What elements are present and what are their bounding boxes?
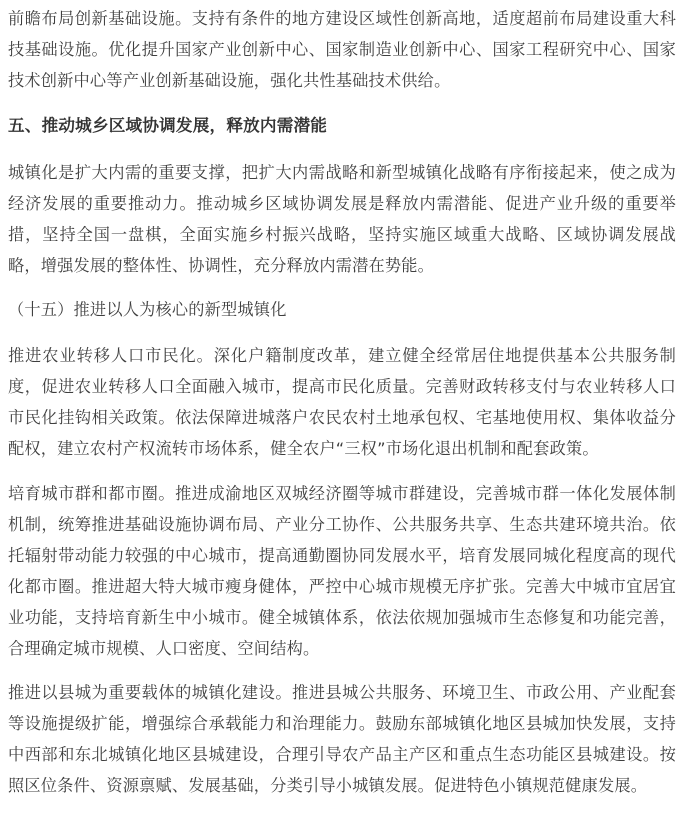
paragraph-urbanization: 城镇化是扩大内需的重要支撑，把扩大内需战略和新型城镇化战略有序衔接起来，使之成为经济发展的重要推动力。推动城乡区域协调发展是释放内需潜能、促进产业升级的重要举措，坚持全国一盘棋，全面实施乡村振兴战略，坚持实施区域重大战略、区域协调发展战略，增强发展的整体性、协调性，充分释放内需潜在势能。 — [8, 163, 676, 275]
subsection-heading-15: （十五）推进以人为核心的新型城镇化 — [8, 300, 287, 319]
paragraph-city-clusters: 培育城市群和都市圈。推进成渝地区双城经济圈等城市群建设，完善城市群一体化发展体制机制，统筹推进基础设施协调布局、产业分工协作、公共服务共享、生态共建环境共治。依托辐射带动能力较强的中心城市，提高通勤圈协同发展水平，培育发展同城化程度高的现代化都市圈。推进超大特大城市瘦身健体，严控中心城市规模无序扩张。完善大中城市宜居宜业功能，支持培育新生中小城市。健全城镇体系，依法依规加强城市生态修复和功能完善，合理确定城市规模、人口密度、空间结构。 — [8, 484, 676, 658]
paragraph-innovation-infrastructure: 前瞻布局创新基础设施。支持有条件的地方建设区域性创新高地，适度超前布局建设重大科技基础设施。优化提升国家产业创新中心、国家制造业创新中心、国家工程研究中心、国家技术创新中心等产业创新基础设施，强化共性基础技术供给。 — [8, 9, 676, 90]
paragraph-county-towns: 推进以县城为重要载体的城镇化建设。推进县城公共服务、环境卫生、市政公用、产业配套等设施提级扩能，增强综合承载能力和治理能力。鼓励东部城镇化地区县城加快发展，支持中西部和东北城镇化地区县城建设，合理引导农产品主产区和重点生态功能区县城建设。按照区位条件、资源禀赋、发展基础，分类引导小城镇发展。促进特色小镇规范健康发展。 — [8, 683, 676, 795]
paragraph-citizenization: 推进农业转移人口市民化。深化户籍制度改革，建立健全经常居住地提供基本公共服务制度，促进农业转移人口全面融入城市，提高市民化质量。完善财政转移支付与农业转移人口市民化挂钩相关政策。依法保障进城落户农民农村土地承包权、宅基地使用权、集体收益分配权，建立农村产权流转市场体系，健全农户“三权”市场化退出机制和配套政策。 — [8, 346, 676, 458]
section-heading-5: 五、推动城乡区域协调发展，释放内需潜能 — [8, 116, 328, 135]
